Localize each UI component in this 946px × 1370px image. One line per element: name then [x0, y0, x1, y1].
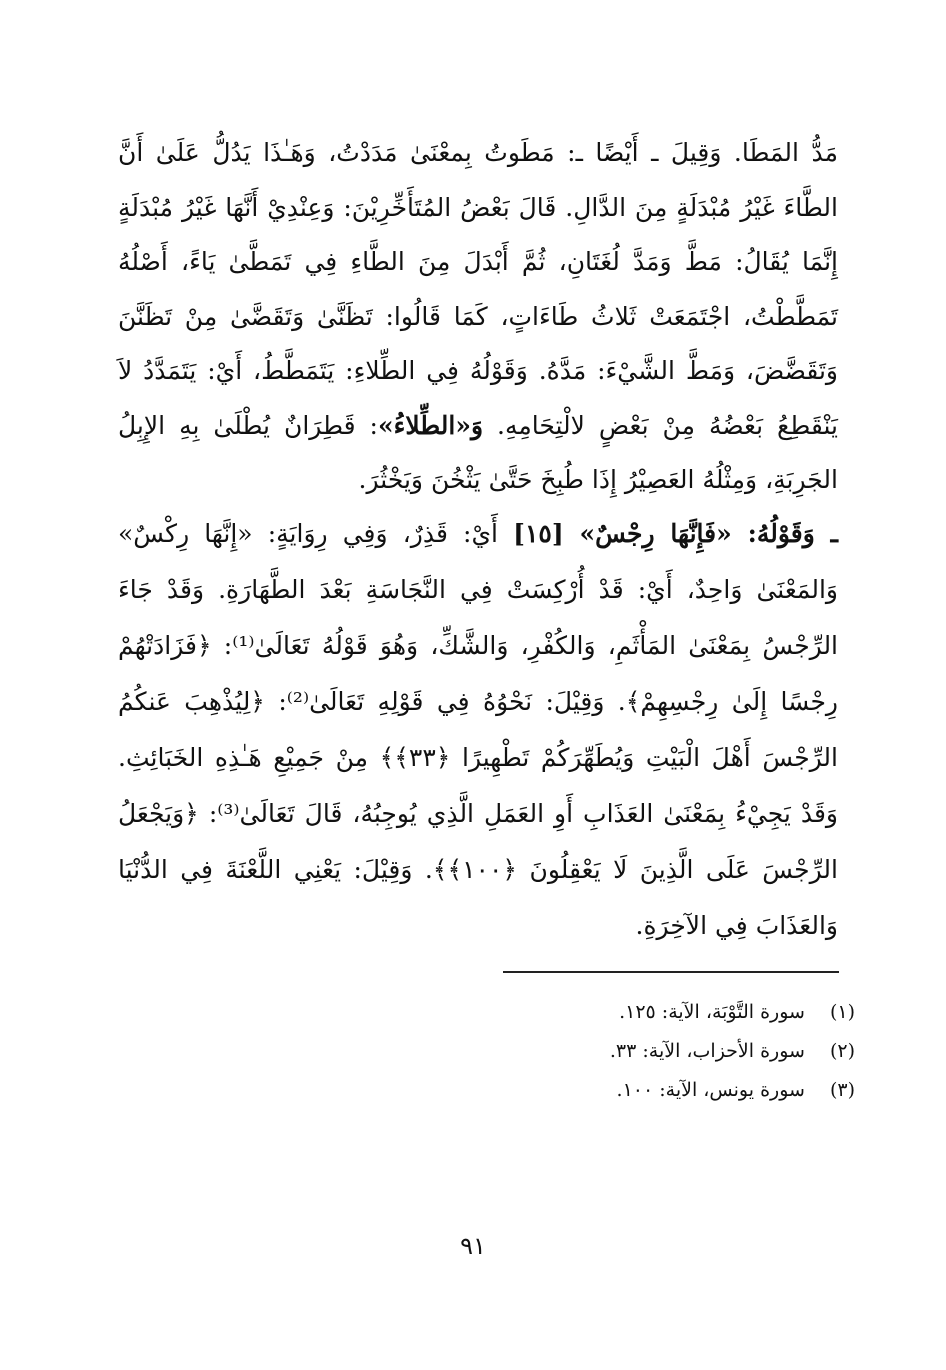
paragraph-1-line-6: : قَطِرَانٌ يُطْلَىٰ بِهِ الإِبِلُ الجَرِبَةِ، وَمِثْلُهُ العَصِيْرُ إِذَا طُبِخَ حَتَّىٰ يَثْخُنَ وَيَخْثُرَ. [118, 410, 838, 494]
footnote-text: سورة يونس، الآية: ١٠٠. [616, 1079, 805, 1101]
footnote-text: سورة التَّوْبَة، الآية: ١٢٥. [619, 1001, 805, 1023]
paragraph-1-defined-term: وَ«الطِّلاءُ» [377, 410, 484, 440]
footnotes [503, 993, 855, 1110]
footnote-1 [503, 993, 855, 1032]
paragraph-2 [118, 506, 838, 954]
footnote-number: (١) [829, 1001, 855, 1023]
paragraph-2-lead: ـ وَقَوْلُهُ: «فَإِنَّهَا رِجْسٌ» [١٥] [513, 519, 838, 548]
paragraph-1-line-2: مُبْدَلَةٍ مِنَ الدَّالِ. قَالَ بَعْضُ المُتَأَخِّرِيْنَ: وَعِنْدِيْ أَنَّهَا غَيْرُ مُبْدَلَةٍ إِنَّمَا يُقَالُ: مَطَّ [118, 192, 838, 276]
paragraph-2-text: أَيْ: قَذِرٌ، وَفِي رِوَايَةٍ: «إِنَّهَا رِكْسٌ» وَالمَعْنَىٰ وَاحِدٌ، أَيْ: قَدْ أُرْكِسَتْ فِي النَّجَاسَةِ بَعْدَ الطَّهَارَةِ. وَقَدْ جَاءَ الرِّجْسُ بِمَعْنَىٰ المَأْثَمِ، وَالكُفْرِ، وَالشَّكِّ، وَهُوَ قَوْلُهُ تَعَالَىٰ⁽¹⁾: ﴿فَزَادَتْهُمْ رِجْسًا إِلَىٰ رِجْسِهِمْ﴾. وَقِيْلَ: نَحْوُهُ فِي قَوْلِهِ تَعَالَىٰ⁽²⁾: ﴿لِيُذْهِبَ عَنكُمُ الرِّجْسَ أَهْلَ الْبَيْتِ وَيُطَهِّرَكُمْ تَطْهِيرًا ﴿٣٣﴾﴾ مِنْ جَمِيْعِ هَـٰذِهِ الخَبَائِثِ. وَقَدْ يَجِيْءُ بِمَعْنَىٰ العَذَابِ أَوِ العَمَلِ الَّذِي يُوجِبُهُ، قَالَ تَعَالَىٰ⁽³⁾: ﴿وَيَجْعَلُ الرِّجْسَ عَلَى الَّذِينَ لَا يَعْقِلُونَ ﴿١٠٠﴾﴾. وَقِيْلَ: يَعْنِي اللَّعْنَةَ فِي الدُّنْيَا وَالعَذَابَ فِي الآخِرَةِ. [118, 519, 839, 940]
footnote-separator [503, 971, 839, 973]
page-number: ٩١ [460, 1232, 486, 1260]
footnote-text: سورة الأحزاب، الآية: ٣٣. [609, 1040, 805, 1062]
footnote-number: (٣) [829, 1079, 855, 1101]
footnote-number: (٢) [829, 1040, 855, 1062]
paragraph-1-line-5: وَقَوْلُهُ فِي الطِّلاءِ: يَتَمَطَّطُ، أَيْ: يَتَمَدَّدُ لاَ يَنْقَطِعُ بَعْضُهُ مِنْ بَعْضٍ لالْتِحَامِهِ. [118, 356, 838, 440]
paragraph-1-line-4: طَاءَاتٍ، كَمَا قَالُوا: تَظَنَّىٰ وَتَقَضَّىٰ مِنْ تَظَنَّنَ وَتَقَضَّضَ، وَمَطَّ الشَّيْءَ: مَدَّهُ. [118, 301, 838, 385]
paragraph-1-line-3: وَمَدَّ لُغَتَانِ، ثُمَّ أَبْدَلَ مِنَ الطَّاءِ فِي تَمَطَّىٰ يَاءً، أَصْلُهُ تَمَطَّطْتُ، اجْتَمَعَتْ ثَلاثُ [118, 247, 839, 331]
paragraph-1 [118, 126, 838, 508]
footnote-3 [503, 1071, 855, 1110]
footnote-2 [503, 1032, 855, 1071]
paragraph-1-line-1: مَدُّ المَطَا. وَقِيلَ ـ أَيْضًا ـ: مَطَوتُ بِمعْنَىٰ مَدَدْتُ، وَهَـٰذَا يَدُلُّ عَلَىٰ أَنَّ الطَّاءَ غَيْرُ [118, 138, 838, 222]
